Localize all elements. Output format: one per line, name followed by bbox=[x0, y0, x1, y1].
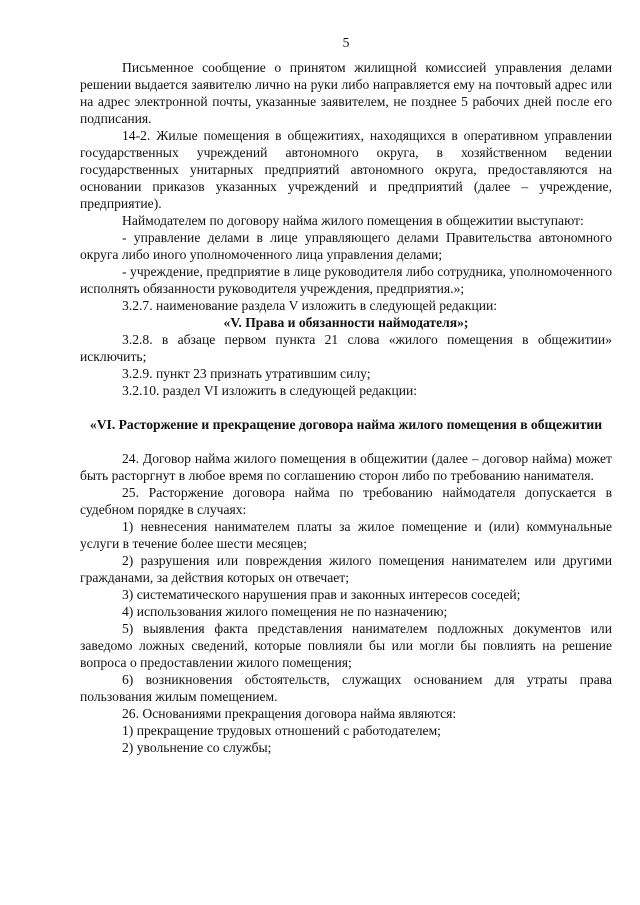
paragraph-3-2-8: 3.2.8. в абзаце первом пункта 21 слова «жилого помещения в общежитии» исключить; bbox=[80, 332, 612, 364]
paragraph-3-2-9: 3.2.9. пункт 23 признать утратившим силу; bbox=[122, 366, 371, 381]
list-item-25-4: 4) использования жилого помещения не по назначению; bbox=[122, 604, 448, 619]
paragraph-landlord: Наймодателем по договору найма жилого помещения в общежитии выступают: bbox=[122, 213, 584, 228]
list-item-institution: - учреждение, предприятие в лице руководителя либо сотрудника, уполномоченного исполнять обязанности руководителя учреждения, предприятия.»; bbox=[80, 264, 612, 296]
paragraph-24: 24. Договор найма жилого помещения в общежитии (далее – договор найма) может быть расторгнут в любое время по соглашению сторон либо по требованию нанимателя. bbox=[80, 451, 612, 483]
list-item-25-3: 3) систематического нарушения прав и законных интересов соседей; bbox=[122, 587, 521, 602]
page-number: 5 bbox=[342, 35, 350, 50]
list-item-25-6: 6) возникновения обстоятельств, служащих основанием для утраты права пользования жилым помещением. bbox=[80, 672, 612, 704]
spacer bbox=[80, 399, 612, 416]
section-vi-heading: «VI. Расторжение и прекращение договора найма жилого помещения в общежитии bbox=[89, 417, 603, 432]
list-item-management: - управление делами в лице управляющего делами Правительства автономного округа либо иного уполномоченного лица управления делами; bbox=[80, 230, 612, 262]
paragraph-25: 25. Расторжение договора найма по требованию наймодателя допускается в судебном порядке в случаях: bbox=[80, 485, 612, 517]
list-item-26-2: 2) увольнение со службы; bbox=[122, 740, 272, 755]
paragraph-26: 26. Основаниями прекращения договора найма являются: bbox=[122, 706, 457, 721]
paragraph-14-2: 14-2. Жилые помещения в общежитиях, находящихся в оперативном управлении государственных учреждений автономного округа, в хозяйственном ведении государственных унитарных предприятий автономного округа, предоставляются на основании приказов указанных учреждений и предприятий (далее – учреждение, предприятие). bbox=[80, 128, 612, 211]
list-item-25-2: 2) разрушения или повреждения жилого помещения нанимателем или другими гражданами, за действия которых он отвечает; bbox=[80, 553, 612, 585]
paragraph-3-2-7: 3.2.7. наименование раздела V изложить в следующей редакции: bbox=[122, 298, 498, 313]
list-item-26-1: 1) прекращение трудовых отношений с работодателем; bbox=[122, 723, 441, 738]
paragraph-notification: Письменное сообщение о принятом жилищной комиссией управления делами решении выдается заявителю лично на руки либо направляется ему на почтовый адрес или на адрес электронной почты, указанные заявителем, не позднее 5 рабочих дней после его подписания. bbox=[80, 60, 612, 126]
section-v-heading: «V. Права и обязанности наймодателя»; bbox=[223, 315, 469, 330]
list-item-25-5: 5) выявления факта представления нанимателем подложных документов или заведомо ложных сведений, которые повлияли бы или могли бы повлиять на решение вопроса о предоставлении жилого помещения; bbox=[80, 621, 612, 670]
spacer bbox=[80, 433, 612, 450]
paragraph-3-2-10: 3.2.10. раздел VI изложить в следующей редакции: bbox=[122, 383, 418, 398]
document-page bbox=[80, 34, 612, 756]
list-item-25-1: 1) невнесения нанимателем платы за жилое помещение и (или) коммунальные услуги в течение более шести месяцев; bbox=[80, 519, 612, 551]
